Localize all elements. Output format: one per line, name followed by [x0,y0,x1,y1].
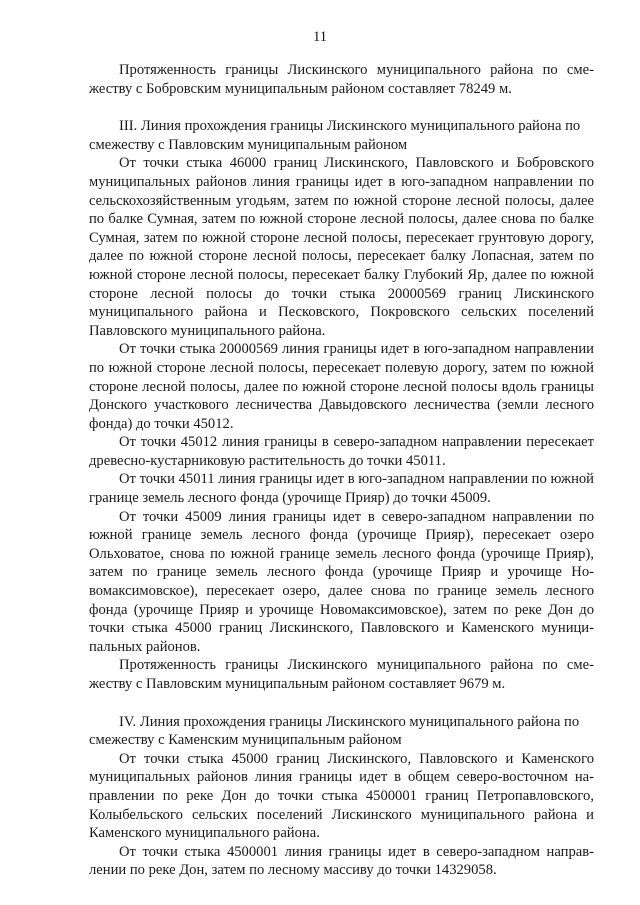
paragraph-kamensk-2: От точки стыка 4500001 линия границы идет в северо-западном направлении по реке Дон, затем по лесному массиву до точки 14329058. [89,843,594,879]
spacer [89,694,594,713]
spacer [89,98,594,117]
document-body [89,61,594,880]
section-heading-kamensk: IV. Линия прохождения границы Лискинского муниципального района по смежеству с Каменским муниципальным районом [89,713,580,749]
paragraph-pavlovsk-3: От точки 45012 линия границы в северо-западном направлении пересекает древесно-кустарниковую растительность до точки 45011. [89,434,594,469]
page-number: 11 [312,29,328,45]
paragraph-pavlovsk-5: От точки 45009 линия границы идет в северо-западном направлении по южной границе земель лесного фонда (урочище Прияр), пересекает озеро Ольховатое, снова по южной границе земель лесного фонда (урочище Прияр), затем по границе земель лесного фонда (урочище Прияр и урочище Новомаксимовское), пересекает озеро, далее снова по границе земель лесного фонда (урочище Прияр и урочище Новомаксимовское), затем по реке Дон до точки стыка 45000 границ Лискинского, Павловского и Каменского муниципальных районов. [89,508,594,655]
paragraph-pavlovsk-4: От точки 45011 линия границы идет в юго-западном направлении по южной границе земель лесного фонда (урочище Прияр) до точки 45009. [89,471,594,507]
paragraph-kamensk-1: От точки стыка 45000 границ Лискинского, Павловского и Каменского муниципальных районов линия границы идет в общем северо-восточном направлении по реке Дон до точки стыка 4500001 границ Петропавловского, Колыбельского сельских поселений Лискинского муниципального района и Каменского муниципального района. [89,750,594,842]
paragraph-length-pavlovsk: Протяженность границы Лискинского муниципального района по смежеству с Павловским муниципальным районом составляет 9679 м. [89,657,594,692]
paragraph-pavlovsk-2: От точки стыка 20000569 линия границы идет в юго-западном направлении по южной стороне лесной полосы, пересекает полевую дорогу, затем по южной стороне лесной полосы, далее по южной стороне лесной полосы вдоль границы Донского участкового лесничества Давыдовского лесничества (земли лесного фонда) до точки 45012. [89,341,594,432]
section-heading-pavlovsk: III. Линия прохождения границы Лискинского муниципального района по смежеству с Павловским муниципальным районом [89,118,581,153]
paragraph-pavlovsk-1: От точки стыка 46000 границ Лискинского, Павловского и Бобровского муниципальных районов линия границы идет в юго-западном направлении по сельскохозяйственным угодьям, затем по южной стороне лесной полосы, далее по балке Сумная, затем по южной стороне лесной полосы, далее снова по балке Сумная, затем по южной стороне лесной полосы, пересекает грунтовую дорогу, далее по южной стороне лесной полосы, пересекает балку Лопасная, затем по южной стороне лесной полосы, пересекает балку Глубокий Яр, далее по южной стороне лесной полосы до точки стыка 20000569 границ Лискинского муниципального района и Песковского, Покровского сельских поселений Павловского муниципального района. [89,155,594,339]
paragraph-length-bobrov: Протяженность границы Лискинского муниципального района по смежеству с Бобровским муниципальным районом составляет 78249 м. [89,62,594,97]
